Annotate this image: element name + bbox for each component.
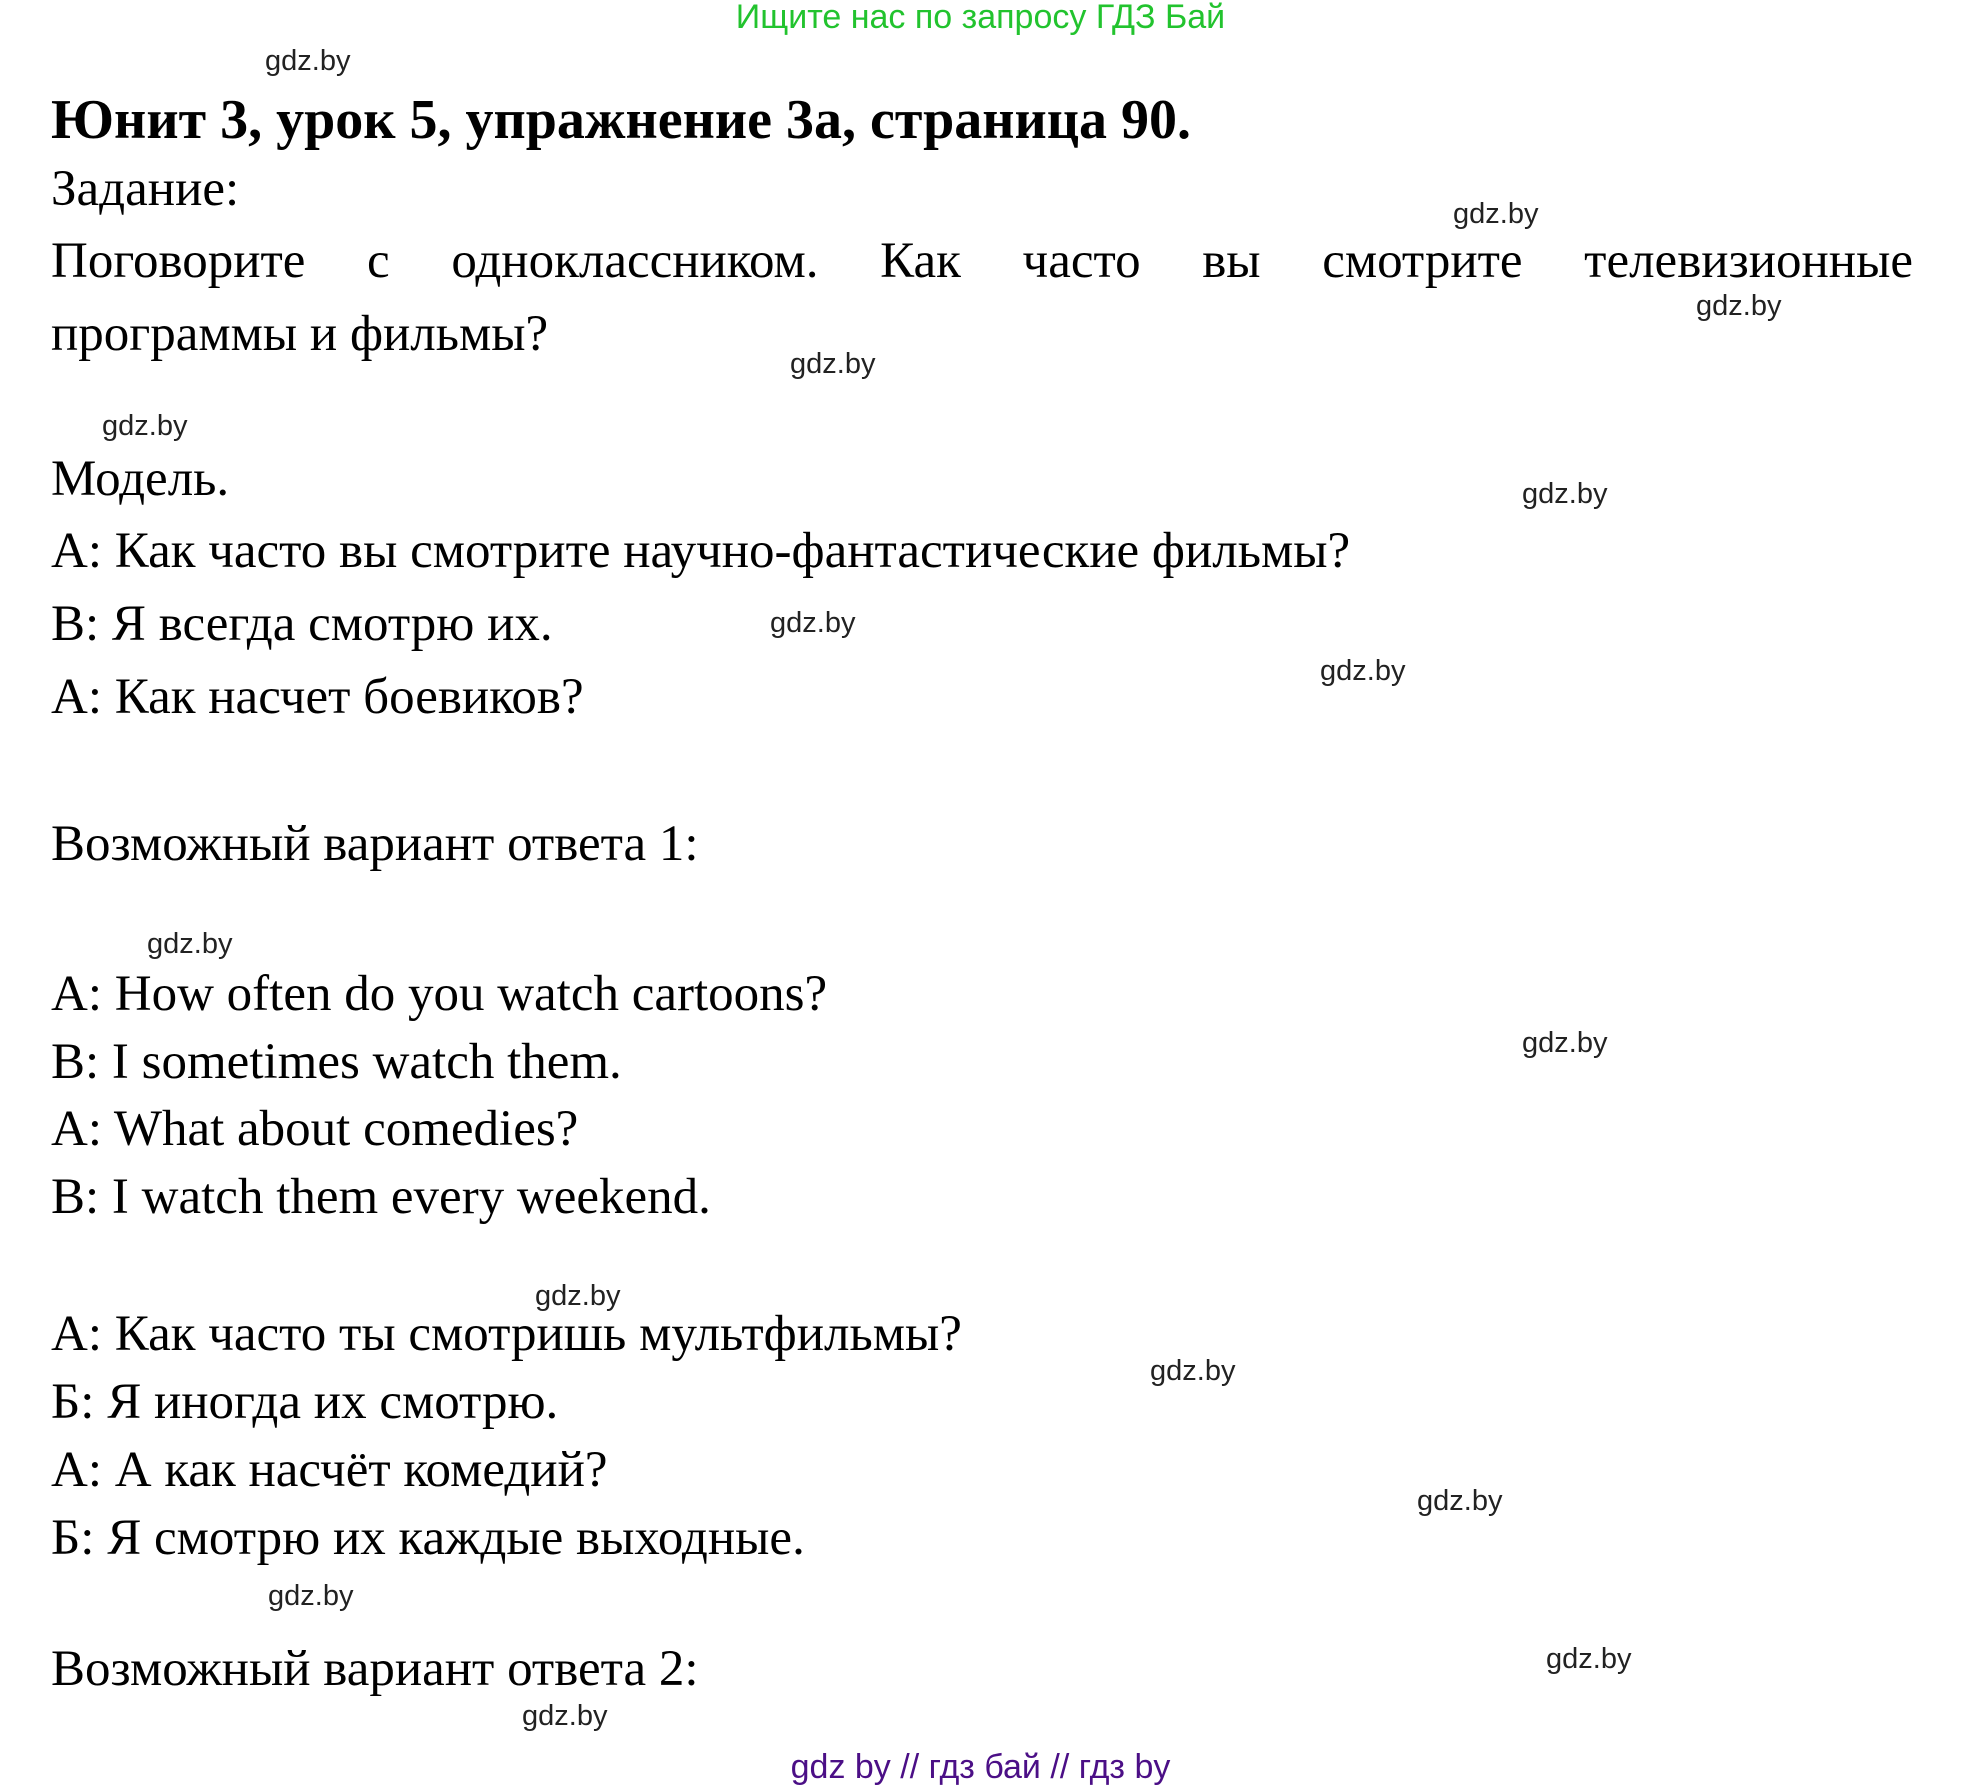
watermark: gdz.by <box>102 410 188 442</box>
answer1-russian-line: Б: Я смотрю их каждые выходные. <box>51 1510 805 1566</box>
task-label: Задание: <box>51 161 240 217</box>
watermark: gdz.by <box>535 1280 621 1312</box>
watermark: gdz.by <box>522 1700 608 1732</box>
watermark: gdz.by <box>1522 478 1608 510</box>
model-line: B: Я всегда смотрю их. <box>51 596 553 652</box>
model-label: Модель. <box>51 451 230 507</box>
watermark: gdz.by <box>1417 1485 1503 1517</box>
model-line: A: Как часто вы смотрите научно-фантастические фильмы? <box>51 523 1351 579</box>
answer1-english-line: B: I watch them every weekend. <box>51 1169 711 1225</box>
watermark: gdz.by <box>1453 198 1539 230</box>
watermark: gdz.by <box>1150 1355 1236 1387</box>
watermark: gdz.by <box>1522 1027 1608 1059</box>
answer1-english-line: B: I sometimes watch them. <box>51 1034 622 1090</box>
answer1-label: Возможный вариант ответа 1: <box>51 816 699 872</box>
answer1-russian-line: А: Как часто ты смотришь мультфильмы? <box>51 1306 962 1362</box>
header-ad-banner[interactable]: Ищите нас по запросу ГДЗ Бай <box>735 0 1226 36</box>
watermark: gdz.by <box>147 928 233 960</box>
watermark: gdz.by <box>770 607 856 639</box>
answer2-label: Возможный вариант ответа 2: <box>51 1641 699 1697</box>
watermark: gdz.by <box>265 45 351 77</box>
watermark: gdz.by <box>1320 655 1406 687</box>
watermark: gdz.by <box>1546 1643 1632 1675</box>
answer1-russian-line: Б: Я иногда их смотрю. <box>51 1374 559 1430</box>
answer1-english-line: A: What about comedies? <box>51 1101 579 1157</box>
task-text-line2: программы и фильмы? <box>51 306 549 362</box>
watermark: gdz.by <box>790 348 876 380</box>
answer1-russian-line: А: А как насчёт комедий? <box>51 1442 608 1498</box>
answer1-english-line: A: How often do you watch cartoons? <box>51 966 828 1022</box>
watermark: gdz.by <box>1696 290 1782 322</box>
footer-links[interactable]: gdz by // гдз бай // гдз by <box>790 1748 1171 1786</box>
watermark: gdz.by <box>268 1580 354 1612</box>
model-line: A: Как насчет боевиков? <box>51 669 584 725</box>
task-text-line1: Поговорите с одноклассником. Как часто вы смотрите телевизионные <box>51 233 1913 289</box>
page-title: Юнит 3, урок 5, упражнение 3а, страница 90. <box>51 89 1192 151</box>
